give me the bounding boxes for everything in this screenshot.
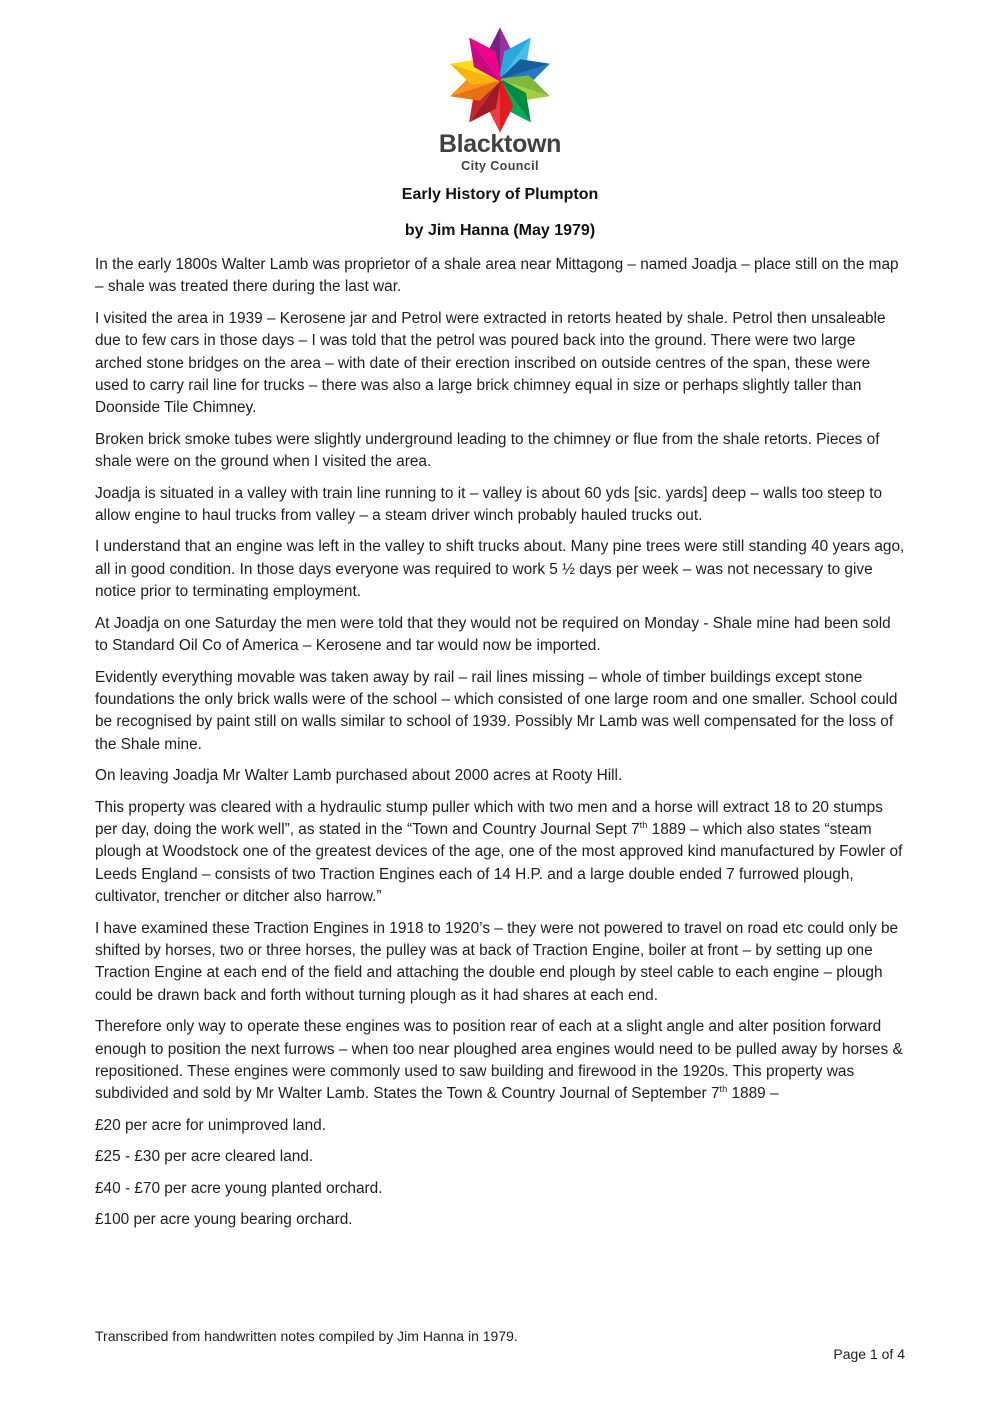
price-line: £40 - £70 per acre young planted orchard. (95, 1179, 383, 1197)
doc-title: Early History of Plumpton (401, 186, 599, 203)
footer-note: Transcribed from handwritten notes compiled by Jim Hanna in 1979. (95, 1328, 518, 1344)
body-paragraph: At Joadja on one Saturday the men were told that they would not be required on Monday - Shale mine had been sold to Standard Oil Co of America – Kerosene and tar would now be imported. (95, 614, 891, 655)
body-paragraph: I have examined these Traction Engines in 1918 to 1920’s – they were not powered to travel on road etc could only be shifted by horses, two or three horses, the pulley was at back of Traction Engine, boiler at front – by setting up one Traction Engine at each end of the field and attaching the double end plough by steel cable to each engine – plough could be drawn back and forth without turning plough as it had shares at each end. (95, 919, 899, 1004)
body-paragraph: Broken brick smoke tubes were slightly underground leading to the chimney or flue from the shale retorts. Pieces of shale were on the ground when I visited the area. (95, 430, 880, 471)
price-line: £20 per acre for unimproved land. (95, 1116, 326, 1134)
logo-wordmark: Blacktown (438, 130, 562, 158)
body-paragraph: Joadja is situated in a valley with train line running to it – valley is about 60 yds [sic. yards] deep – walls too steep to allow engine to haul trucks from valley – a steam driver winch probably hauled trucks out. (95, 484, 883, 525)
doc-body (95, 254, 905, 1231)
body-paragraph: Evidently everything movable was taken away by rail – rail lines missing – whole of timber buildings except stone foundations the only brick walls were of the school – which consisted of one large room and one smaller. School could be recognised by paint still on walls similar to school of 1939. Possibly Mr Lamb was well compensated for the loss of the Shale mine. (95, 668, 898, 753)
price-line: £100 per acre young bearing orchard. (95, 1211, 353, 1229)
body-paragraph: I understand that an engine was left in the valley to shift trucks about. Many pine trees were still standing 40 years ago, all in good condition. In those days everyone was required to work 5 ½ days per week – was not necessary to give notice prior to terminating employment. (95, 538, 905, 601)
council-logo-star-icon (445, 25, 555, 135)
logo-subtext: City Council (461, 159, 539, 173)
council-logo (0, 0, 1000, 173)
body-paragraph: On leaving Joadja Mr Walter Lamb purchased about 2000 acres at Rooty Hill. (95, 767, 623, 785)
body-paragraph: Therefore only way to operate these engines was to position rear of each at a slight angle and alter position forward enough to position the next furrows – when too near ploughed area engines would need to be pulled away by horses & repositioned. These engines were commonly used to saw building and firewood in the 1920s. This property was subdivided and sold by Mr Walter Lamb. States the Town & Country Journal of September 7th 1889 – (95, 1018, 903, 1103)
body-paragraph: This property was cleared with a hydraulic stump puller which with two men and a horse will extract 18 to 20 stumps per day, doing the work well”, as stated in the “Town and Country Journal Sept 7th 1889 – which also states “steam plough at Woodstock one of the greatest devices of the age, one of the most approved kind manufactured by Fowler of Leeds England – consists of two Traction Engines each of 14 H.P. and a large double ended 7 furrowed plough, cultivator, trencher or ditcher also harrow.” (95, 798, 903, 906)
doc-byline: by Jim Hanna (May 1979) (404, 222, 596, 239)
page-number: Page 1 of 4 (833, 1346, 905, 1362)
price-line: £25 - £30 per acre cleared land. (95, 1148, 314, 1166)
body-paragraph: I visited the area in 1939 – Kerosene jar and Petrol were extracted in retorts heated by shale. Petrol then unsaleable due to few cars in those days – I was told that the petrol was poured back into the ground. There were two large arched stone bridges on the area – with date of their erection inscribed on outside centres of the span, these were used to carry rail line for trucks – there was also a large brick chimney equal in size or perhaps slightly taller than Doonside Tile Chimney. (95, 309, 886, 417)
body-paragraph: In the early 1800s Walter Lamb was proprietor of a shale area near Mittagong – named Joadja – place still on the map – shale was treated there during the last war. (95, 256, 899, 296)
